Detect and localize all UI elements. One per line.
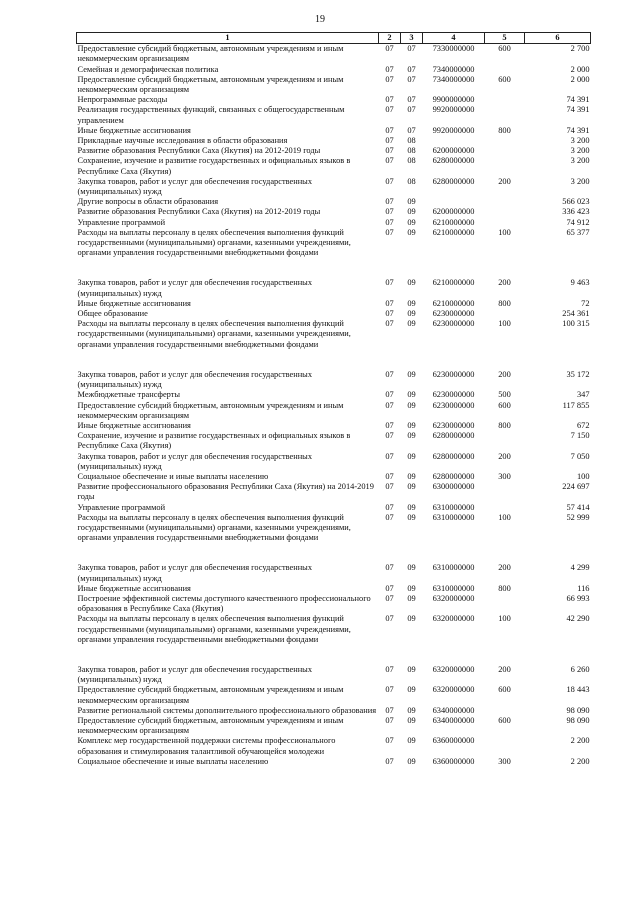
section-code-cell: 07 xyxy=(385,705,394,715)
table-row xyxy=(77,370,591,390)
section-code-cell: 07 xyxy=(385,369,394,379)
row-name-cell: Закупка товаров, работ и услуг для обеспечения государственных (муниципальных) нужд xyxy=(77,369,313,390)
amount-cell: 65 377 xyxy=(566,227,590,237)
subsection-code-cell: 08 xyxy=(407,146,416,156)
expense-type-cell: 300 xyxy=(498,756,511,766)
row-name-cell: Закупка товаров, работ и услуг для обеспечения государственных (муниципальных) нужд xyxy=(77,176,313,197)
amount-cell: 2 200 xyxy=(570,756,590,766)
table-body xyxy=(77,44,591,767)
target-article-cell: 6320000000 xyxy=(432,685,475,695)
amount-cell: 2 700 xyxy=(570,44,590,54)
amount-cell: 6 260 xyxy=(570,664,590,674)
subsection-code-cell: 09 xyxy=(407,502,416,512)
amount-cell: 98 090 xyxy=(566,705,590,715)
expense-type-cell xyxy=(485,218,525,228)
table-row xyxy=(77,513,591,544)
spacer-cell xyxy=(77,645,591,665)
table-row xyxy=(77,44,591,65)
amount-cell: 42 290 xyxy=(566,614,590,624)
table-row xyxy=(77,401,591,421)
table-row xyxy=(77,136,591,146)
column-header: 1 xyxy=(77,33,379,44)
subsection-code-cell: 09 xyxy=(407,471,416,481)
table-row xyxy=(77,65,591,75)
row-name-cell: Развитие образования Республики Саха (Якутия) на 2012-2019 годы xyxy=(77,146,321,156)
table-row xyxy=(77,736,591,756)
row-name-cell: Общее образование xyxy=(77,309,148,319)
row-name-cell: Предоставление субсидий бюджетным, автономным учреждениям и иным некоммерческим организациям xyxy=(77,685,344,705)
section-code-cell: 07 xyxy=(385,614,394,624)
table-row xyxy=(77,482,591,502)
section-code-cell: 07 xyxy=(385,431,394,441)
expense-type-cell: 100 xyxy=(498,227,511,237)
target-article-cell: 6230000000 xyxy=(432,319,475,329)
expense-type-cell xyxy=(485,95,525,105)
target-article-cell: 6310000000 xyxy=(432,502,475,512)
expense-type-cell: 600 xyxy=(498,685,511,695)
amount-cell: 7 150 xyxy=(570,431,590,441)
subsection-code-cell: 09 xyxy=(407,756,416,766)
amount-cell: 254 361 xyxy=(562,309,590,319)
subsection-code-cell: 09 xyxy=(407,420,416,430)
section-code-cell: 07 xyxy=(385,227,394,237)
column-header: 4 xyxy=(423,33,485,44)
row-name-cell: Управление программой xyxy=(77,217,166,227)
row-name-cell: Закупка товаров, работ и услуг для обеспечения государственных (муниципальных) нужд xyxy=(77,664,313,685)
amount-cell: 2 200 xyxy=(570,736,590,746)
amount-cell: 72 xyxy=(581,298,590,308)
expense-type-cell xyxy=(485,207,525,217)
section-code-cell: 07 xyxy=(385,593,394,603)
subsection-code-cell: 09 xyxy=(407,309,416,319)
expense-type-cell: 500 xyxy=(498,390,511,400)
amount-cell: 18 443 xyxy=(566,685,590,695)
subsection-code-cell: 07 xyxy=(407,125,416,135)
table-row xyxy=(77,218,591,228)
target-article-cell: 6280000000 xyxy=(432,431,475,441)
subsection-code-cell: 08 xyxy=(407,156,416,166)
target-article-cell: 6280000000 xyxy=(432,471,475,481)
amount-cell: 672 xyxy=(576,420,590,430)
target-article-cell: 6230000000 xyxy=(432,309,475,319)
table-row xyxy=(77,594,591,614)
row-name-cell: Предоставление субсидий бюджетным, автономным учреждениям и иным некоммерческим организациям xyxy=(77,400,344,420)
target-article-cell: 6320000000 xyxy=(432,614,475,624)
row-name-cell: Иные бюджетные ассигнования xyxy=(77,125,191,135)
amount-cell: 2 000 xyxy=(570,64,590,74)
row-name-cell: Расходы на выплаты персоналу в целях обеспечения выполнения функций государственными (муниципальными) органами, казенными учреждениями, органами управления государственными внебюджетными фондами xyxy=(77,512,351,543)
amount-cell: 74 912 xyxy=(566,217,590,227)
expense-type-cell xyxy=(485,156,525,176)
amount-cell: 566 023 xyxy=(562,197,590,207)
spacer-cell xyxy=(77,543,591,563)
expense-type-cell xyxy=(485,431,525,451)
table-row xyxy=(77,472,591,482)
expense-type-cell xyxy=(485,736,525,756)
table-row xyxy=(77,197,591,207)
section-code-cell: 07 xyxy=(385,319,394,329)
expense-type-cell xyxy=(485,482,525,502)
subsection-code-cell: 09 xyxy=(407,512,416,522)
subsection-code-cell: 09 xyxy=(407,207,416,217)
column-header: 5 xyxy=(485,33,525,44)
amount-cell: 117 855 xyxy=(562,400,590,410)
section-code-cell: 07 xyxy=(385,685,394,695)
expense-type-cell: 800 xyxy=(498,583,511,593)
table-row xyxy=(77,584,591,594)
amount-cell: 7 050 xyxy=(570,451,590,461)
subsection-code-cell: 09 xyxy=(407,400,416,410)
expense-type-cell xyxy=(485,706,525,716)
subsection-code-cell: 07 xyxy=(407,95,416,105)
table-row xyxy=(77,431,591,451)
expense-type-cell: 100 xyxy=(498,614,511,624)
amount-cell: 57 414 xyxy=(566,502,590,512)
row-name-cell: Закупка товаров, работ и услуг для обеспечения государственных (муниципальных) нужд xyxy=(77,563,313,583)
expense-type-cell: 200 xyxy=(498,369,511,379)
table-row xyxy=(77,228,591,259)
table-row xyxy=(77,156,591,176)
row-name-cell: Предоставление субсидий бюджетным, автономным учреждениям и иным некоммерческим организациям xyxy=(77,715,344,736)
section-code-cell: 07 xyxy=(385,298,394,308)
row-name-cell: Закупка товаров, работ и услуг для обеспечения государственных (муниципальных) нужд xyxy=(77,451,313,471)
table-header-row xyxy=(77,33,591,44)
table-row xyxy=(77,146,591,156)
target-article-cell: 6360000000 xyxy=(432,756,475,766)
row-name-cell: Социальное обеспечение и иные выплаты населению xyxy=(77,756,269,766)
subsection-code-cell: 09 xyxy=(407,227,416,237)
expense-type-cell xyxy=(485,146,525,156)
section-code-cell: 07 xyxy=(385,105,394,115)
subsection-code-cell: 07 xyxy=(407,74,416,84)
spacer-cell xyxy=(77,350,591,370)
subsection-code-cell: 09 xyxy=(407,614,416,624)
target-article-cell: 6310000000 xyxy=(432,583,475,593)
target-article-cell: 9920000000 xyxy=(432,105,475,115)
section-code-cell: 07 xyxy=(385,64,394,74)
target-article-cell: 7340000000 xyxy=(432,64,475,74)
amount-cell: 52 999 xyxy=(566,512,590,522)
target-article-cell: 6320000000 xyxy=(432,593,475,603)
target-article-cell: 6200000000 xyxy=(432,207,475,217)
subsection-code-cell: 09 xyxy=(407,482,416,492)
expense-type-cell: 200 xyxy=(498,664,511,674)
expense-type-cell: 800 xyxy=(498,125,511,135)
table-row xyxy=(77,614,591,645)
expense-type-cell: 200 xyxy=(498,451,511,461)
target-article-cell: 6340000000 xyxy=(432,715,475,725)
expense-type-cell: 200 xyxy=(498,278,511,288)
target-article-cell xyxy=(423,197,485,207)
row-name-cell: Иные бюджетные ассигнования xyxy=(77,420,191,430)
expense-type-cell xyxy=(485,197,525,207)
target-article-cell: 7330000000 xyxy=(432,44,475,54)
expense-type-cell xyxy=(485,105,525,125)
target-article-cell: 9900000000 xyxy=(432,95,475,105)
target-article-cell: 7340000000 xyxy=(432,74,475,84)
amount-cell: 100 xyxy=(576,471,590,481)
section-code-cell: 07 xyxy=(385,664,394,674)
table-row xyxy=(77,95,591,105)
subsection-code-cell: 08 xyxy=(407,176,416,186)
target-article-cell: 6280000000 xyxy=(432,176,475,186)
section-code-cell: 07 xyxy=(385,736,394,746)
expense-type-cell: 200 xyxy=(498,563,511,573)
target-article-cell: 6310000000 xyxy=(432,512,475,522)
spacer-cell xyxy=(77,258,591,278)
target-article-cell: 6310000000 xyxy=(432,563,475,573)
amount-cell: 3 200 xyxy=(570,136,590,146)
row-name-cell: Предоставление субсидий бюджетным, автономным учреждениям и иным некоммерческим организациям xyxy=(77,74,344,95)
expense-type-cell: 600 xyxy=(498,44,511,54)
section-code-cell: 07 xyxy=(385,197,394,207)
section-code-cell: 07 xyxy=(385,512,394,522)
expense-type-cell: 100 xyxy=(498,319,511,329)
page-number: 19 xyxy=(315,14,325,25)
section-code-cell: 07 xyxy=(385,95,394,105)
table-row xyxy=(77,299,591,309)
subsection-code-cell: 07 xyxy=(407,44,416,54)
section-code-cell: 07 xyxy=(385,278,394,288)
subsection-code-cell: 09 xyxy=(407,298,416,308)
row-name-cell: Иные бюджетные ассигнования xyxy=(77,583,191,593)
amount-cell: 35 172 xyxy=(566,369,590,379)
expense-type-cell: 800 xyxy=(498,298,511,308)
table-row xyxy=(77,665,591,685)
expense-type-cell xyxy=(485,503,525,513)
target-article-cell xyxy=(423,136,485,146)
section-code-cell: 07 xyxy=(385,309,394,319)
row-name-cell: Другие вопросы в области образования xyxy=(77,197,219,207)
row-name-cell: Комплекс мер государственной поддержки системы профессионального образования и стимулирования талантливой обучающейся молодежи xyxy=(77,736,336,756)
section-code-cell: 07 xyxy=(385,176,394,186)
section-code-cell: 07 xyxy=(385,217,394,227)
amount-cell: 336 423 xyxy=(562,207,590,217)
target-article-cell: 9920000000 xyxy=(432,125,475,135)
subsection-code-cell: 07 xyxy=(407,64,416,74)
column-header: 6 xyxy=(525,33,591,44)
target-article-cell: 6280000000 xyxy=(432,451,475,461)
table-row xyxy=(77,207,591,217)
row-name-cell: Предоставление субсидий бюджетным, автономным учреждениям и иным некоммерческим организациям xyxy=(77,44,344,64)
row-name-cell: Развитие профессионального образования Республики Саха (Якутия) на 2014-2019 годы xyxy=(77,482,374,502)
amount-cell: 3 200 xyxy=(570,156,590,166)
amount-cell: 100 315 xyxy=(562,319,590,329)
row-name-cell: Реализация государственных функций, связанных с общегосударственным управлением xyxy=(77,105,345,125)
table-row xyxy=(77,503,591,513)
target-article-cell: 6280000000 xyxy=(432,156,475,166)
row-name-cell: Развитие региональной системы дополнительного профессионального образования xyxy=(77,705,377,715)
table-row xyxy=(77,126,591,136)
subsection-code-cell: 09 xyxy=(407,736,416,746)
subsection-code-cell: 09 xyxy=(407,278,416,288)
target-article-cell: 6210000000 xyxy=(432,217,475,227)
target-article-cell: 6210000000 xyxy=(432,298,475,308)
column-header: 3 xyxy=(401,33,423,44)
row-name-cell: Расходы на выплаты персоналу в целях обеспечения выполнения функций государственными (муниципальными) органами, казенными учреждениями, органами управления государственными внебюджетными фондами xyxy=(77,614,351,644)
row-name-cell: Прикладные научные исследования в области образования xyxy=(77,136,288,146)
amount-cell: 74 391 xyxy=(566,95,590,105)
expense-type-cell: 300 xyxy=(498,471,511,481)
section-code-cell: 07 xyxy=(385,125,394,135)
section-code-cell: 07 xyxy=(385,563,394,573)
row-name-cell: Непрограммные расходы xyxy=(77,95,168,105)
amount-cell: 3 200 xyxy=(570,146,590,156)
target-article-cell: 6210000000 xyxy=(432,227,475,237)
subsection-code-cell: 09 xyxy=(407,563,416,573)
expense-type-cell xyxy=(485,136,525,146)
subsection-code-cell: 09 xyxy=(407,705,416,715)
row-name-cell: Закупка товаров, работ и услуг для обеспечения государственных (муниципальных) нужд xyxy=(77,278,313,298)
section-code-cell: 07 xyxy=(385,583,394,593)
target-article-cell: 6230000000 xyxy=(432,420,475,430)
row-name-cell: Развитие образования Республики Саха (Якутия) на 2012-2019 годы xyxy=(77,207,321,217)
expense-type-cell: 100 xyxy=(498,512,511,522)
table-row xyxy=(77,319,591,350)
amount-cell: 74 391 xyxy=(566,125,590,135)
target-article-cell: 6230000000 xyxy=(432,400,475,410)
section-code-cell: 07 xyxy=(385,156,394,166)
amount-cell: 347 xyxy=(576,390,590,400)
section-code-cell: 07 xyxy=(385,207,394,217)
subsection-code-cell: 09 xyxy=(407,451,416,461)
section-code-cell: 07 xyxy=(385,471,394,481)
table-row xyxy=(77,177,591,197)
section-code-cell: 07 xyxy=(385,400,394,410)
row-spacer xyxy=(77,645,591,665)
subsection-code-cell: 09 xyxy=(407,593,416,603)
column-header: 2 xyxy=(379,33,401,44)
target-article-cell: 6360000000 xyxy=(432,736,475,746)
section-code-cell: 07 xyxy=(385,715,394,725)
section-code-cell: 07 xyxy=(385,502,394,512)
subsection-code-cell: 09 xyxy=(407,369,416,379)
table-row xyxy=(77,105,591,125)
subsection-code-cell: 09 xyxy=(407,715,416,725)
subsection-code-cell: 08 xyxy=(407,136,416,146)
table-row xyxy=(77,75,591,95)
target-article-cell: 6230000000 xyxy=(432,369,475,379)
table-row xyxy=(77,685,591,705)
row-name-cell: Сохранение, изучение и развитие государственных и официальных языков в Республике Саха (Якутия) xyxy=(77,156,351,176)
section-code-cell: 07 xyxy=(385,136,394,146)
subsection-code-cell: 07 xyxy=(407,105,416,115)
row-name-cell: Семейная и демографическая политика xyxy=(77,64,219,74)
target-article-cell: 6210000000 xyxy=(432,278,475,288)
target-article-cell: 6230000000 xyxy=(432,390,475,400)
section-code-cell: 07 xyxy=(385,74,394,84)
table-row xyxy=(77,716,591,736)
section-code-cell: 07 xyxy=(385,756,394,766)
expense-type-cell xyxy=(485,65,525,75)
expense-type-cell xyxy=(485,594,525,614)
row-name-cell: Расходы на выплаты персоналу в целях обеспечения выполнения функций государственными (муниципальными) органами, казенными учреждениями, органами управления государственными внебюджетными фондами xyxy=(77,227,351,258)
section-code-cell: 07 xyxy=(385,420,394,430)
target-article-cell: 6200000000 xyxy=(432,146,475,156)
section-code-cell: 07 xyxy=(385,390,394,400)
section-code-cell: 07 xyxy=(385,482,394,492)
table-row xyxy=(77,309,591,319)
row-name-cell: Социальное обеспечение и иные выплаты населению xyxy=(77,471,269,481)
row-spacer xyxy=(77,543,591,563)
row-name-cell: Сохранение, изучение и развитие государственных и официальных языков в Республике Саха (Якутия) xyxy=(77,431,351,451)
row-name-cell: Иные бюджетные ассигнования xyxy=(77,298,191,308)
table-row xyxy=(77,278,591,298)
amount-cell: 3 200 xyxy=(570,176,590,186)
target-article-cell: 6320000000 xyxy=(432,664,475,674)
row-name-cell: Межбюджетные трансферты xyxy=(77,390,181,400)
subsection-code-cell: 09 xyxy=(407,685,416,695)
subsection-code-cell: 09 xyxy=(407,197,416,207)
amount-cell: 74 391 xyxy=(566,105,590,115)
table-row xyxy=(77,757,591,767)
row-name-cell: Управление программой xyxy=(77,502,166,512)
amount-cell: 116 xyxy=(577,583,590,593)
table-row xyxy=(77,563,591,583)
row-name-cell: Построение эффективной системы доступного качественного профессионального образования в Республике Саха (Якутия) xyxy=(77,593,371,614)
subsection-code-cell: 09 xyxy=(407,217,416,227)
subsection-code-cell: 09 xyxy=(407,431,416,441)
expense-type-cell: 600 xyxy=(498,74,511,84)
budget-table xyxy=(76,32,591,767)
section-code-cell: 07 xyxy=(385,451,394,461)
subsection-code-cell: 09 xyxy=(407,390,416,400)
row-spacer xyxy=(77,350,591,370)
row-spacer xyxy=(77,258,591,278)
amount-cell: 224 697 xyxy=(562,482,590,492)
table-row xyxy=(77,452,591,472)
amount-cell: 2 000 xyxy=(570,74,590,84)
amount-cell: 98 090 xyxy=(566,715,590,725)
target-article-cell: 6340000000 xyxy=(432,705,475,715)
subsection-code-cell: 09 xyxy=(407,583,416,593)
amount-cell: 9 463 xyxy=(570,278,590,288)
table-row xyxy=(77,421,591,431)
expense-type-cell: 600 xyxy=(498,400,511,410)
section-code-cell: 07 xyxy=(385,146,394,156)
expense-type-cell: 200 xyxy=(498,176,511,186)
amount-cell: 66 993 xyxy=(566,593,590,603)
row-name-cell: Расходы на выплаты персоналу в целях обеспечения выполнения функций государственными (муниципальными) органами, казенными учреждениями, органами управления государственными внебюджетными фондами xyxy=(77,319,351,349)
expense-type-cell: 600 xyxy=(498,715,511,725)
expense-type-cell: 800 xyxy=(498,420,511,430)
subsection-code-cell: 09 xyxy=(407,319,416,329)
subsection-code-cell: 09 xyxy=(407,664,416,674)
amount-cell: 4 299 xyxy=(570,563,590,573)
expense-type-cell xyxy=(485,309,525,319)
table-row xyxy=(77,706,591,716)
section-code-cell: 07 xyxy=(385,44,394,54)
target-article-cell: 6300000000 xyxy=(432,482,475,492)
table-row xyxy=(77,390,591,400)
